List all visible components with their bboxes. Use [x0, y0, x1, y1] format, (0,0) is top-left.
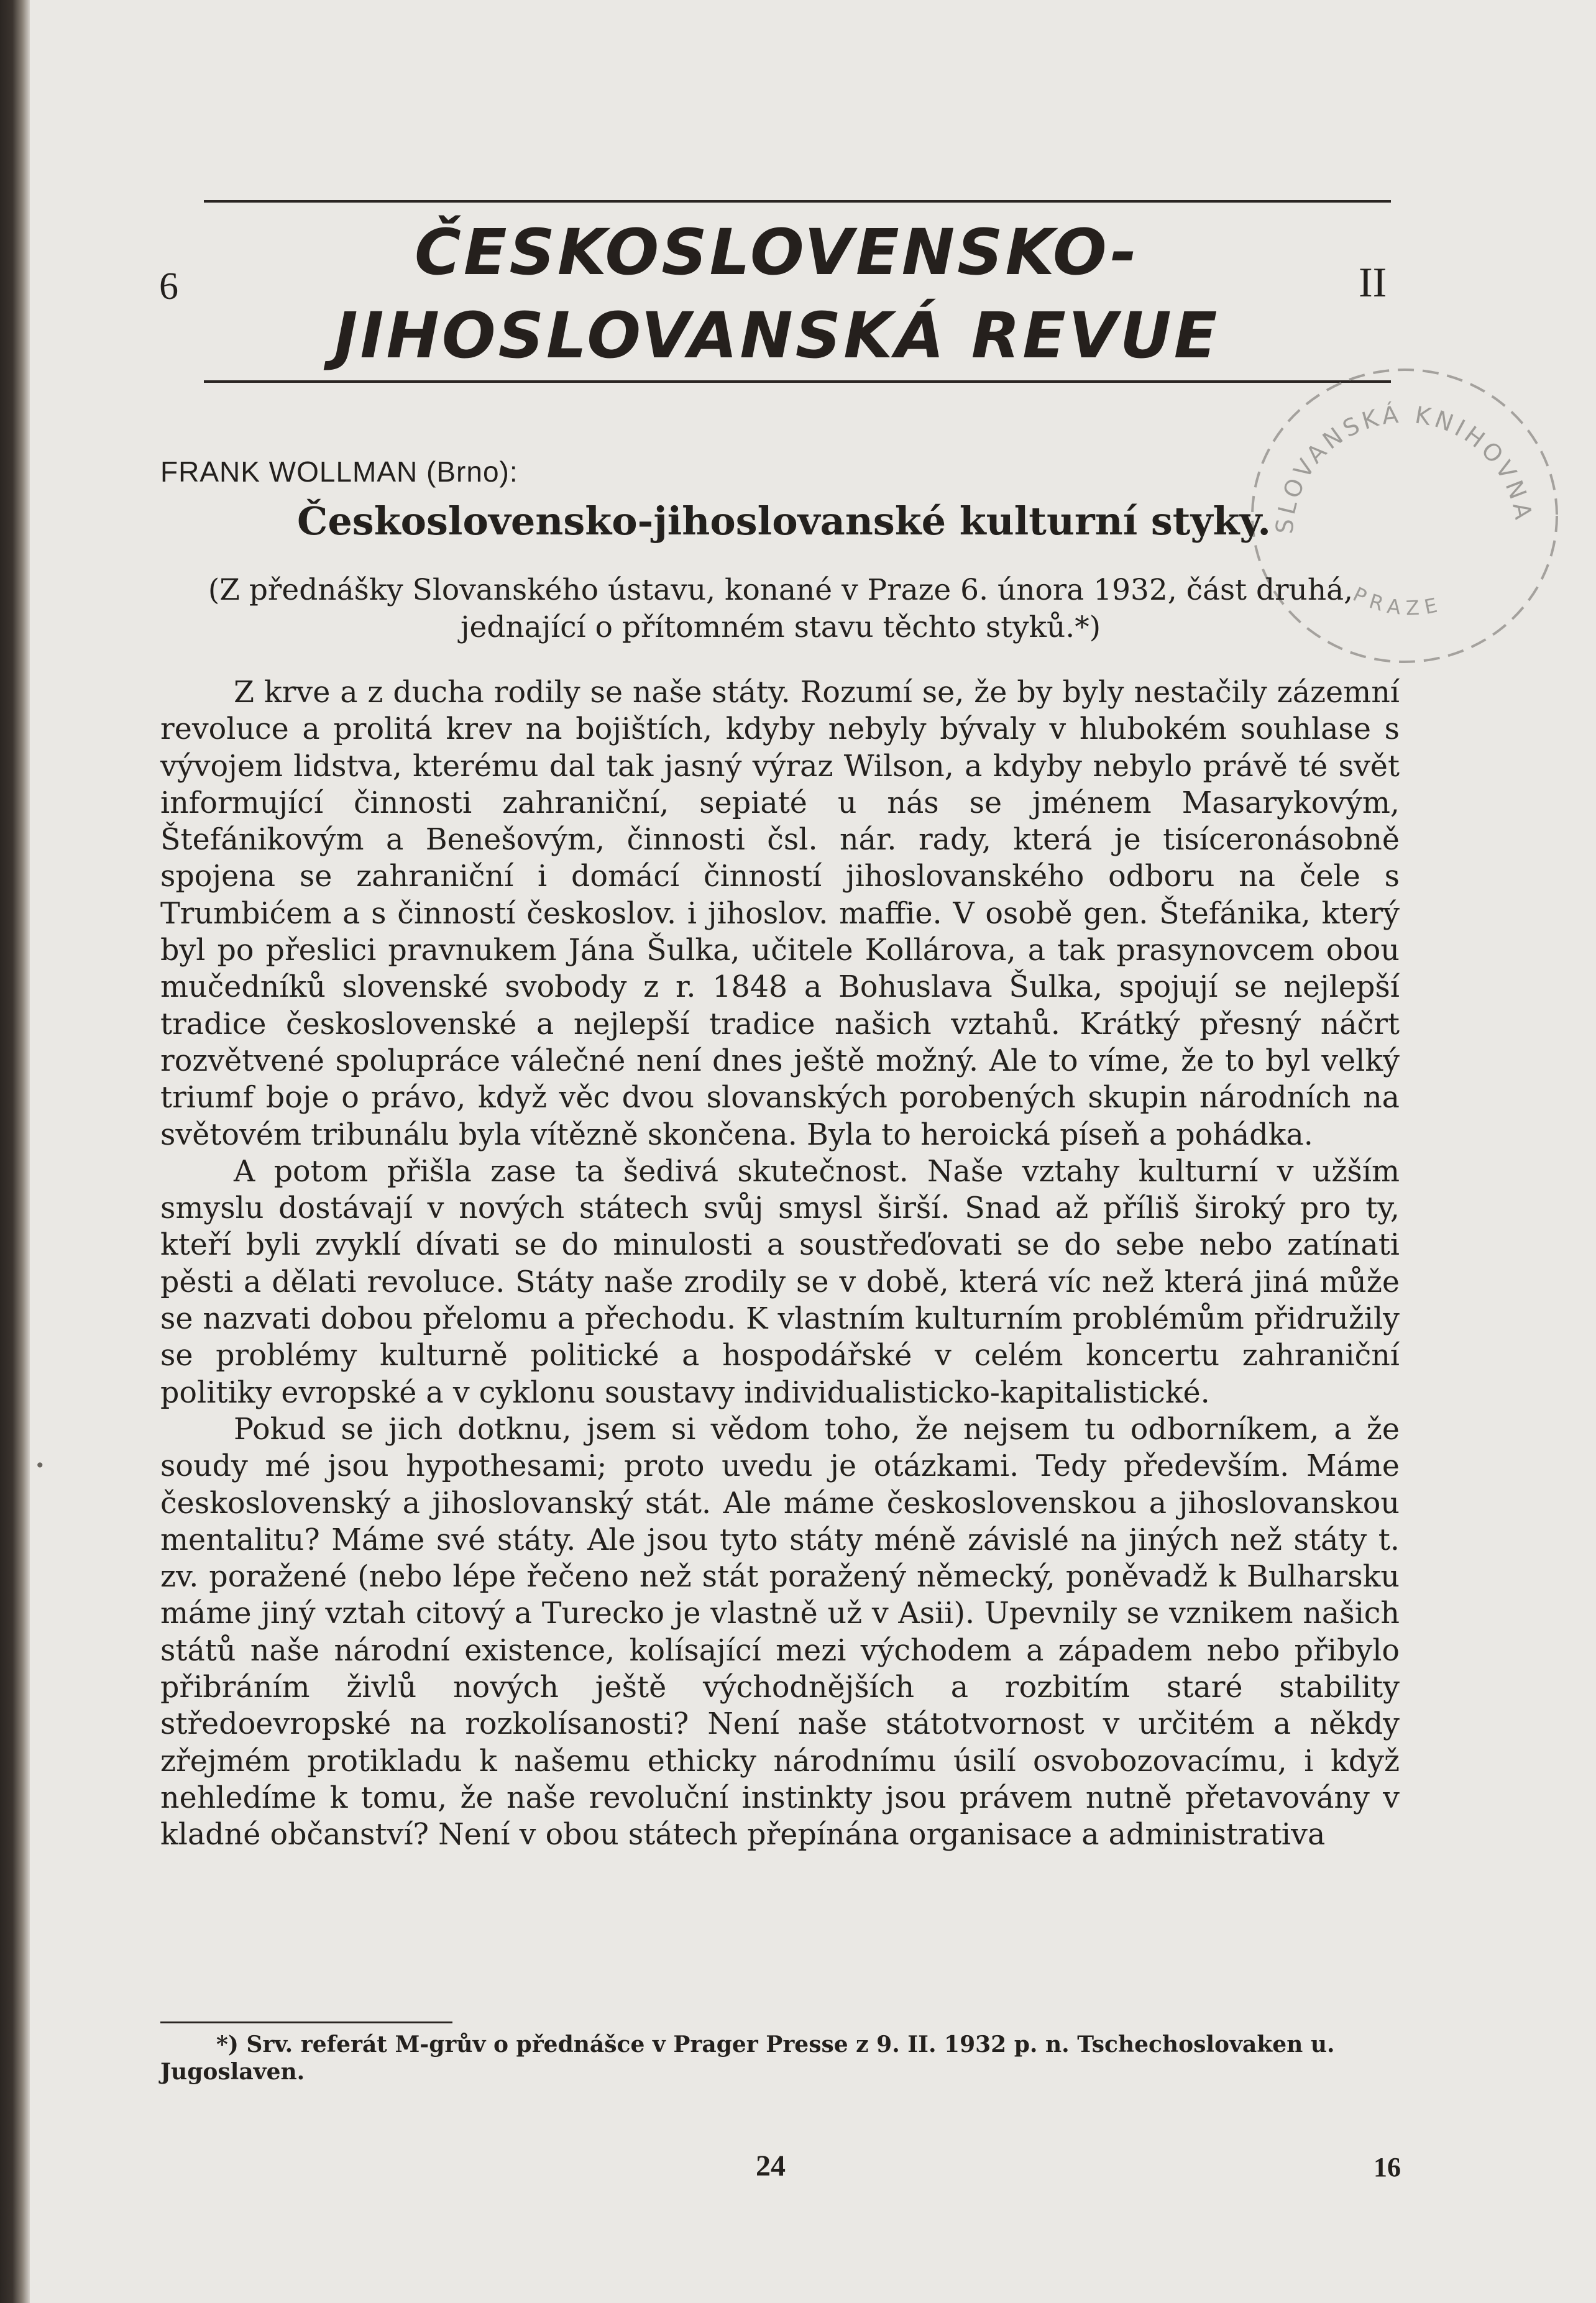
sheet-number: 16	[1374, 2152, 1401, 2182]
stamp-text-top: SLOVANSKÁ KNIHOVNA	[1270, 400, 1538, 535]
footnote: *) Srv. referát M-grův o přednášce v Prager Presse z 9. II. 1932 p. n. Tschechoslovaken u. Jugoslaven.	[160, 2031, 1335, 2085]
article-body	[160, 674, 1400, 1854]
masthead-volume: II	[1359, 259, 1387, 306]
svg-text:SLOVANSKÁ KNIHOVNA	[1270, 401, 1538, 535]
paragraph-1: Z krve a z ducha rodily se naše státy. Rozumí se, že by byly nestačily zázemní revoluce a prolitá krev na bojištích, kdyby nebyly bývaly v hlubokém souhlase s vývojem lidstva, kterému dal tak jasný výraz Wilson, a kdyby nebylo právě té svět informující činnosti zahraniční, sepiaté u nás se jménem Masarykovým, Štefánikovým a Benešovým, činnosti čsl. nár. rady, která je tisíceronásobně spojena se zahraniční i domácí činností jihoslovanského odboru na čele s Trumbićem a s činností českoslov. i jihoslov. maffie. V osobě gen. Štefánika, který byl po přeslici pravnukem Jána Šulka, učitele Kollárova, a tak prasynovcem obou mučedníků slovenské svobody z r. 1848 a Bohuslava Šulka, spojují se nejlepší tradice československé a nejlepší tradice našich vztahů. Krátký přesný náčrt rozvětvené spolupráce válečné není dnes ještě možný. Ale to víme, že to byl velký triumf boje o právo, když věc dvou slovanských porobených skupin národních na světovém tribunálu byla vítězně skončena. Byla to heroická píseň a pohádka.	[160, 675, 1400, 1152]
binding-edge	[0, 0, 30, 2303]
paragraph-2: A potom přišla zase ta šedivá skutečnost. Naše vztahy kulturní v užším smyslu dostávají v nových státech svůj smysl širší. Snad až příliš široký pro ty, kteří byli zvyklí dívati se do minulosti a soustřeďovati se do sebe nebo zatínati pěsti a dělati revoluce. Státy naše zrodily se v době, která víc než která jiná může se nazvati dobou přelomu a přechodu. K vlastním kulturním problémům přidružily se problémy kulturně politické a hospodářské v celém koncertu zahraniční politiky evropské a v cyklonu soustavy individualisticko-kapitalistické.	[160, 1154, 1400, 1410]
article-subtitle: (Z přednášky Slovanského ústavu, konané v Praze 6. února 1932, část druhá, jednající o přítomném stavu těchto styků.*)	[208, 573, 1354, 644]
masthead-page-number: 6	[159, 265, 178, 308]
masthead-top-rule	[204, 200, 1391, 203]
masthead-title-line-1: ČESKOSLOVENSKO-	[414, 216, 1139, 290]
stamp-text-bottom: PRAZE	[1349, 582, 1446, 620]
masthead-title	[292, 211, 1262, 378]
signature-mark: 24	[756, 2150, 786, 2182]
masthead-title-line-2: JIHOSLOVANSKÁ REVUE	[334, 299, 1220, 373]
article-title: Československo-jihoslovanské kulturní styky.	[297, 498, 1271, 544]
article-author: FRANK WOLLMAN (Brno):	[160, 456, 518, 488]
masthead-bottom-rule	[204, 380, 1391, 383]
footnote-rule	[160, 2021, 452, 2023]
paragraph-3: Pokud se jich dotknu, jsem si vědom toho, že nejsem tu odborníkem, a že soudy mé jsou hypothesami; proto uvedu je otázkami. Tedy především. Máme československý a jihoslovanský stát. Ale máme československou a jihoslovanskou mentalitu? Máme své státy. Ale jsou tyto státy méně závislé na jiných než státy t. zv. poražené (nebo lépe řečeno než stát poražený německý, poněvadž k Bulharsku máme jiný vztah citový a Turecko je vlastně už v Asii). Upevnily se vznikem našich států naše národní existence, kolísající mezi východem a západem nebo přibylo přibráním živlů nových ještě východnějších a rozbitím staré stability středoevropské na rozkolísanosti? Není naše státotvornost v určitém a někdy zřejmém protikladu k našemu ethicky národnímu úsilí osvobozovacímu, i když nehledíme k tomu, že naše revoluční instinkty jsou právem nutně přetavovány v kladné občanství? Není v obou státech přepínána organisace a administrativa	[160, 1412, 1400, 1852]
margin-mark: •	[35, 1455, 45, 1476]
